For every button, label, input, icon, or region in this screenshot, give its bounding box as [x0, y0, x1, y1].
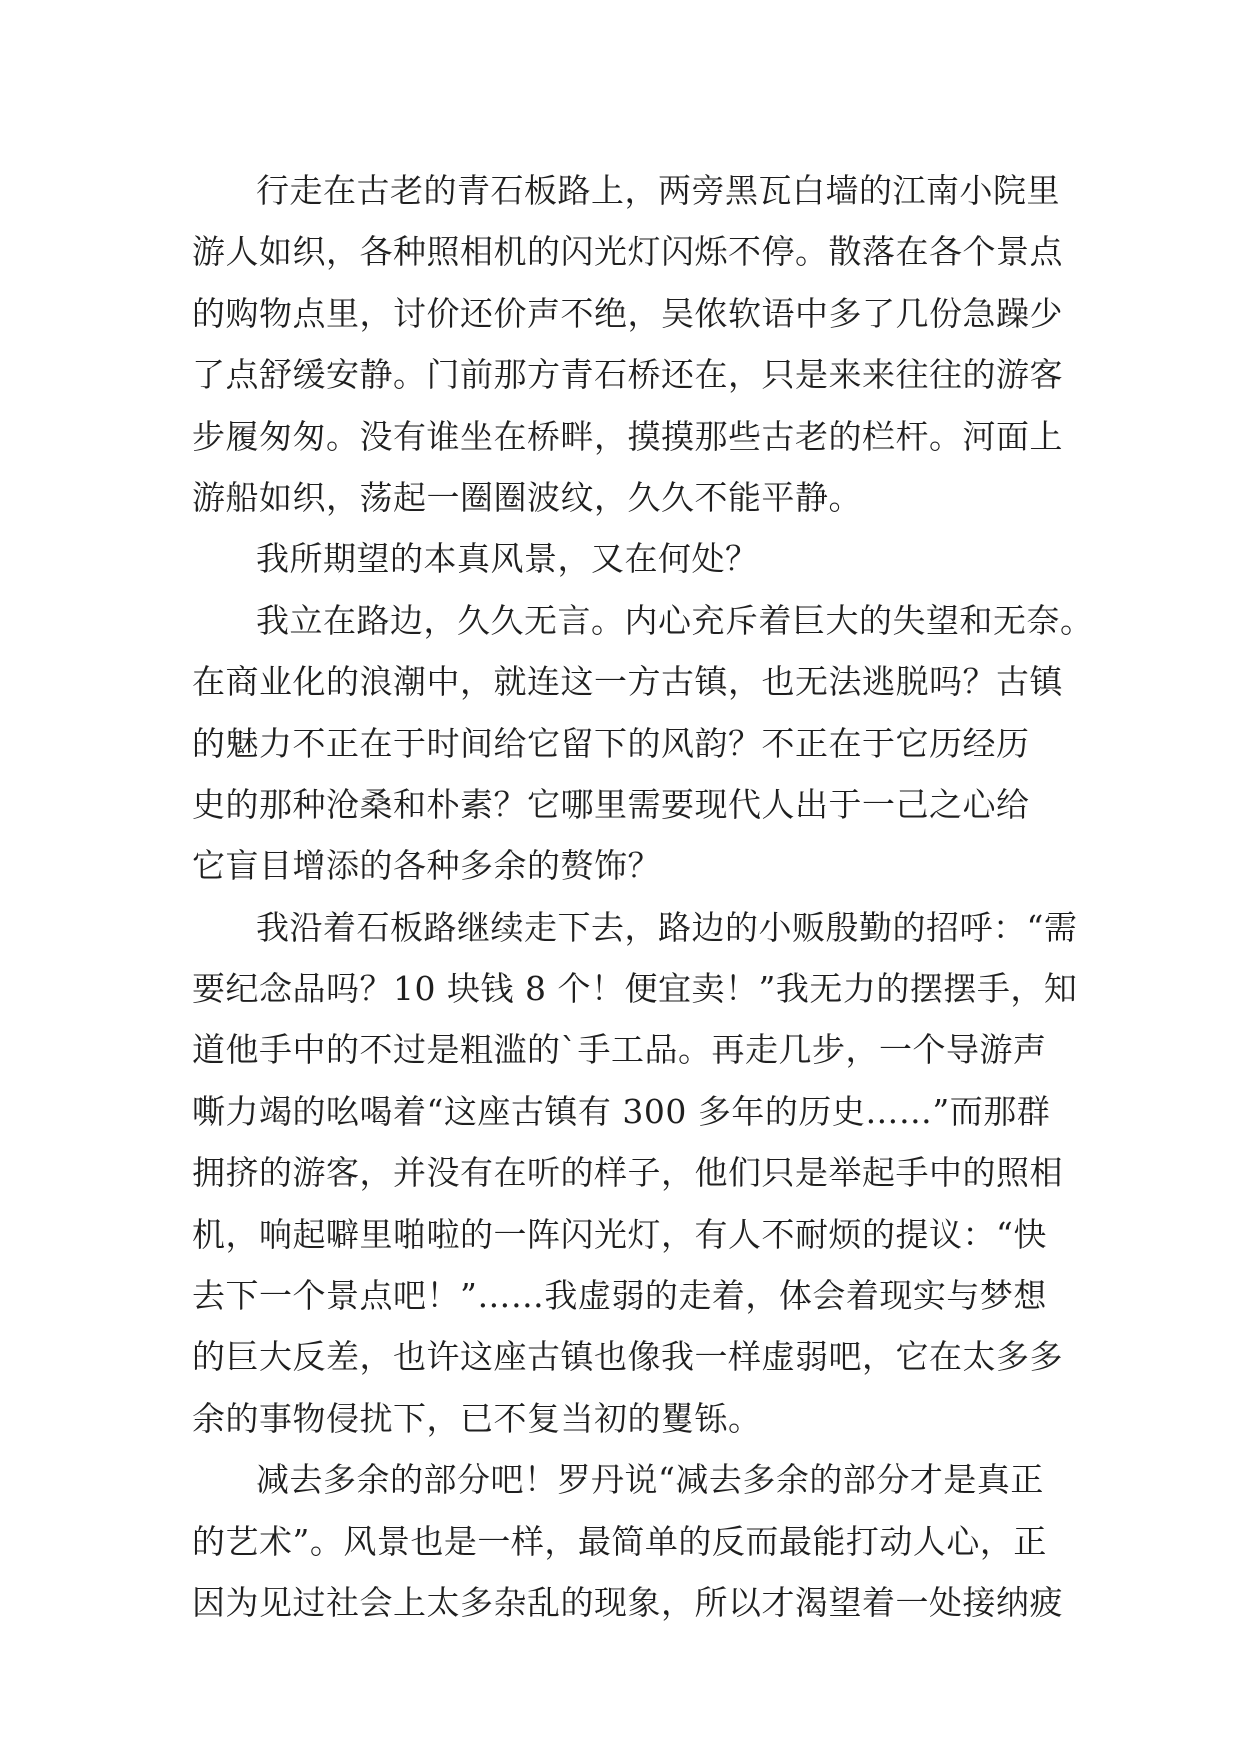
text-line: 道他手中的不过是粗滥的`手工品。再走几步，一个导游声 [192, 1030, 1047, 1070]
text-line: 游船如织，荡起一圈圈波纹，久久不能平静。 [192, 477, 862, 517]
text-line: 了点舒缓安静。门前那方青石桥还在，只是来来往往的游客 [192, 355, 1063, 395]
text-line: 行走在古老的青石板路上，两旁黑瓦白墙的江南小院里 [256, 171, 1060, 210]
text-line: 步履匆匆。没有谁坐在桥畔，摸摸那些古老的栏杆。河面上 [192, 416, 1063, 456]
text-line: 我立在路边，久久无言。内心充斥着巨大的失望和无奈。 [256, 600, 1094, 640]
text-line: 拥挤的游客，并没有在听的样子，他们只是举起手中的照相 [192, 1153, 1063, 1193]
text-line: 的魅力不正在于时间给它留下的风韵？不正在于它历经历 [192, 723, 1030, 763]
text-line: 余的事物侵扰下，已不复当初的矍铄。 [192, 1398, 762, 1438]
text-line: 我沿着石板路继续走下去，路边的小贩殷勤的招呼：“需 [256, 907, 1078, 947]
article-body [192, 160, 1094, 1633]
text-line: 的巨大反差，也许这座古镇也像我一样虚弱吧，它在太多多 [192, 1337, 1063, 1377]
text-line: 因为见过社会上太多杂乱的现象，所以才渴望着一处接纳疲 [192, 1582, 1063, 1622]
text-line: 要纪念品吗？10 块钱 8 个！便宜卖！”我无力的摆摆手，知 [192, 969, 1078, 1009]
text-line: 游人如织，各种照相机的闪光灯闪烁不停。散落在各个景点 [192, 232, 1063, 272]
text-line: 机，响起噼里啪啦的一阵闪光灯，有人不耐烦的提议：“快 [192, 1214, 1047, 1254]
text-line: 史的那种沧桑和朴素？它哪里需要现代人出于一己之心给 [192, 784, 1030, 824]
text-line: 减去多余的部分吧！罗丹说“减去多余的部分才是真正 [256, 1460, 1044, 1500]
text-line: 我所期望的本真风景，又在何处？ [256, 539, 759, 579]
text-line: 它盲目增添的各种多余的赘饰？ [192, 846, 661, 886]
text-line: 去下一个景点吧！”……我虚弱的走着，体会着现实与梦想 [192, 1276, 1047, 1316]
text-line: 的购物点里，讨价还价声不绝，吴侬软语中多了几份急躁少 [192, 293, 1063, 333]
text-line: 嘶力竭的吆喝着“这座古镇有 300 多年的历史……”而那群 [192, 1091, 1051, 1131]
text-line: 在商业化的浪潮中，就连这一方古镇，也无法逃脱吗？古镇 [192, 662, 1063, 702]
text-line: 的艺术”。风景也是一样，最简单的反而最能打动人心，正 [192, 1521, 1047, 1561]
